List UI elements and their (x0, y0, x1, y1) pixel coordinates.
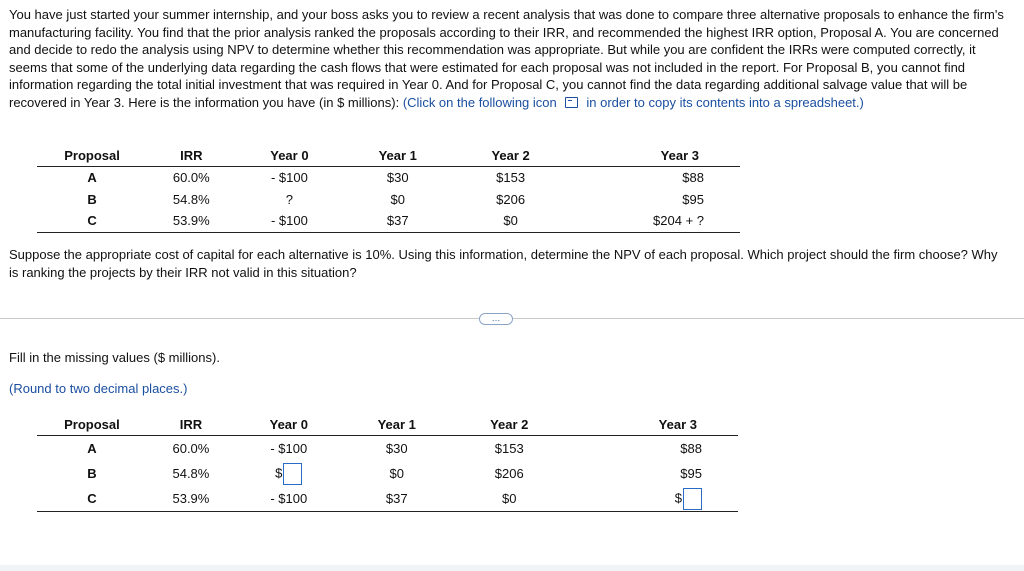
table-row (37, 189, 740, 211)
cell-irr: 53.9% (147, 486, 235, 512)
cell-year0: - $100 (270, 441, 308, 456)
cell-year3: $95 (680, 466, 702, 481)
bottom-bar (0, 565, 1024, 571)
cell-year2: $206 (494, 466, 524, 481)
col-header-year0: Year 0 (235, 144, 343, 167)
cell-year2: $0 (451, 486, 568, 512)
col-header-year1: Year 1 (343, 413, 451, 436)
cell-year0: ? (285, 191, 294, 207)
copy-link-text-end[interactable]: in order to copy its contents into a spreadsheet.) (586, 94, 864, 110)
table-row (37, 210, 740, 232)
dollar-sign: $ (674, 489, 682, 505)
cell-year3: $204 + ? (569, 210, 740, 232)
cell-year1: $37 (343, 210, 452, 232)
col-header-irr: IRR (147, 144, 235, 167)
col-header-year1: Year 1 (343, 144, 452, 167)
cell-year1: $0 (389, 466, 404, 481)
table-row (37, 486, 738, 512)
fill-instruction: Fill in the missing values ($ millions). (9, 350, 220, 365)
cell-proposal: C (37, 210, 147, 232)
cell-year1: $30 (386, 170, 409, 186)
cell-year3: $88 (680, 441, 702, 456)
col-header-proposal: Proposal (37, 144, 147, 167)
rounding-instruction: (Round to two decimal places.) (9, 381, 188, 396)
cell-year2: $206 (496, 191, 526, 207)
table-row (37, 436, 738, 462)
cell-proposal: C (37, 486, 147, 512)
cell-year0: - $100 (235, 486, 343, 512)
col-header-year3: Year 3 (568, 413, 738, 436)
col-header-year2: Year 2 (452, 144, 569, 167)
cell-year2: $153 (494, 441, 524, 456)
table-header-row (37, 413, 738, 436)
cell-year2: $153 (496, 170, 526, 186)
ellipsis-icon[interactable]: … (479, 313, 513, 325)
col-header-year3: Year 3 (569, 144, 740, 167)
spreadsheet-copy-icon[interactable] (565, 97, 578, 108)
problem-intro (9, 6, 1009, 112)
cell-proposal: A (87, 441, 97, 456)
cell-irr: 54.8% (172, 191, 210, 207)
cell-irr: 60.0% (172, 170, 210, 186)
table-row (37, 167, 740, 189)
cell-year1: $0 (390, 191, 405, 207)
given-data-table (37, 144, 740, 233)
question-text: Suppose the appropriate cost of capital for each alternative is 10%. Using this information, determine the NPV of each proposal. Which project should the firm choose? Why is ranking the projects by their IRR not valid in this situation? (9, 247, 998, 280)
cell-irr: 54.8% (172, 466, 210, 481)
cell-year0: - $100 (270, 170, 308, 186)
cell-year1: $30 (385, 441, 408, 456)
dollar-sign: $ (275, 464, 283, 480)
year0-b-answer-input[interactable] (283, 463, 302, 485)
cell-year3: $88 (682, 170, 704, 186)
cell-proposal: B (87, 191, 97, 207)
year3-c-answer-input[interactable] (683, 488, 702, 510)
cell-year1: $37 (343, 486, 451, 512)
table-row (37, 461, 738, 486)
cell-proposal: B (87, 466, 97, 481)
answer-table (37, 413, 738, 512)
col-header-proposal: Proposal (37, 413, 147, 436)
col-header-year0: Year 0 (235, 413, 343, 436)
cell-year3-input (568, 486, 738, 512)
cell-year0-input (235, 461, 343, 486)
cell-proposal: A (87, 170, 97, 186)
cell-year3: $95 (682, 191, 704, 207)
col-header-irr: IRR (147, 413, 235, 436)
cell-year2: $0 (452, 210, 569, 232)
cell-irr: 53.9% (147, 210, 235, 232)
cell-irr: 60.0% (172, 441, 210, 456)
copy-link-text[interactable]: (Click on the following icon (402, 94, 557, 110)
table-header-row (37, 144, 740, 167)
col-header-year2: Year 2 (451, 413, 568, 436)
cell-year0: - $100 (235, 210, 343, 232)
intro-text: You have just started your summer internship, and your boss asks you to review a recent analysis that was done to compare three alternative proposals to enhance the firm's manufacturing facility. You find that the prior analysis ranked the proposals according to their IRR, and recommended the highest IRR option, Proposal A. You are concerned and decide to redo the analysis using NPV to determine whether this recommendation was appropriate. But while you are confident the IRRs were computed correctly, it seems that some of the underlying data regarding the cash flows that were estimated for each proposal was not included in the report. For Proposal B, you cannot find information regarding the total initial investment that was required in Year 0. And for Proposal C, you cannot find the data regarding additional salvage value that will be recovered in Year 3. Here is the information you have (in $ millions): (9, 7, 1004, 110)
